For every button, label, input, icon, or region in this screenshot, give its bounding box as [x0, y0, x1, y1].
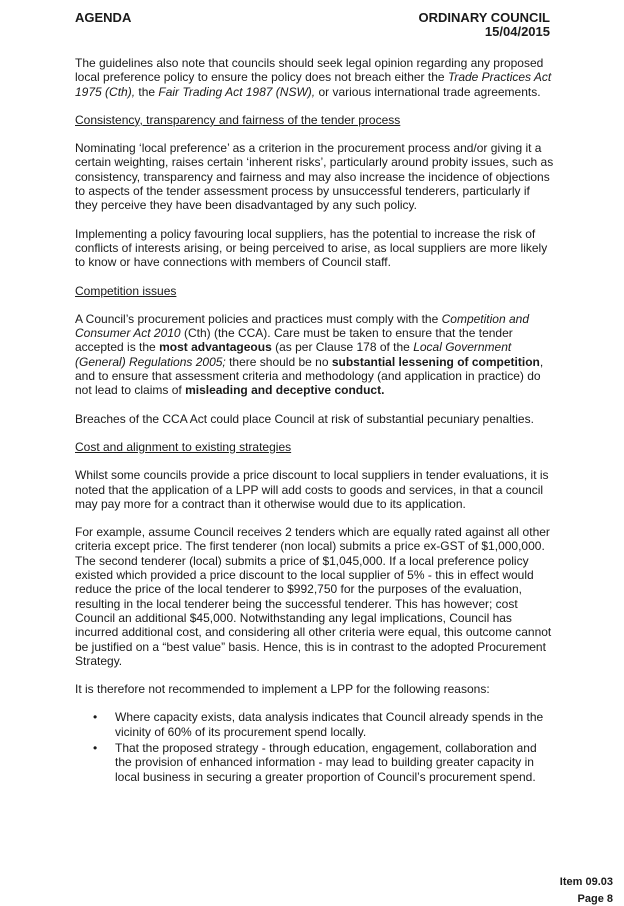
bullet-icon: • [93, 740, 98, 755]
section-heading-consistency: Consistency, transparency and fairness of the tender process [75, 112, 401, 127]
cost-paragraph-1: Whilst some councils provide a price discount to local suppliers in tender evaluations, it is noted that the application of a LPP will add costs to goods and services, in that a council may pay more for a contract than it otherwise would due to its application. [75, 468, 549, 511]
local-government-regulations: Local Government (General) Regulations 2005; [75, 340, 512, 369]
list-item [93, 710, 555, 739]
intro-paragraph [75, 56, 555, 99]
cost-paragraph-3: It is therefore not recommended to implement a LPP for the following reasons: [75, 682, 490, 697]
header-meeting-title: ORDINARY COUNCIL [418, 10, 550, 25]
misleading-conduct: misleading and deceptive conduct. [185, 383, 385, 398]
header-meeting-date: 15/04/2015 [484, 24, 550, 39]
trade-practices-act: Trade Practices Act 1975 (Cth), [75, 70, 552, 99]
reason-text: That the proposed strategy - through education, engagement, collaboration and the provision of enhanced information - may lead to building greater capacity in local business in securing a greater proportion of Council’s procurement spend. [115, 740, 537, 784]
consistency-paragraph-1: Nominating ‘local preference’ as a criterion in the procurement process and/or giving it a certain weighting, raises certain ‘inherent risks’, particularly around probity issues, such as consistency, transparency and fairness and may also increase the incidence of objections to aspects of the tender assessment process by unsuccessful tenderers, particularly if they perceive they have been disadvantaged by any such policy. [75, 141, 554, 213]
competition-text-e: , and to ensure that assessment criteria and methodology (and application in practice) do not lead to claims of [75, 354, 544, 398]
reasons-list [75, 710, 555, 783]
footer-page-number: Page 8 [577, 893, 613, 905]
list-item [93, 740, 555, 784]
header-meeting [419, 11, 550, 39]
competition-text-a: A Council’s procurement policies and practices must comply with the [75, 311, 442, 326]
document-body [75, 56, 555, 786]
consistency-paragraph-2: Implementing a policy favouring local suppliers, has the potential to increase the risk of conflicts of interests arising, or being perceived to arise, as local suppliers are more likely to know or have connections with members of Council staff. [75, 226, 548, 270]
competition-paragraph-1 [75, 312, 555, 398]
section-heading-competition: Competition issues [75, 283, 177, 298]
substantial-lessening: substantial lessening of competition [331, 354, 540, 369]
section-heading-cost: Cost and alignment to existing strategies [75, 439, 292, 454]
intro-text-2: the [135, 84, 159, 99]
competition-act: Competition and Consumer Act 2010 [75, 311, 529, 341]
intro-text-3: or various international trade agreements. [315, 84, 541, 99]
competition-text-b: (Cth) (the CCA). Care must be taken to ensure that the tender accepted is the [75, 326, 513, 355]
header-agenda: AGENDA [75, 10, 132, 25]
competition-text-c: (as per Clause 178 of the [271, 340, 414, 355]
reason-text: Where capacity exists, data analysis indicates that Council already spends in the vicinity of 60% of its procurement spend locally. [115, 710, 544, 739]
intro-text-1: The guidelines also note that councils should seek legal opinion regarding any proposed local preference policy to ensure the policy does not breach either the [75, 56, 544, 85]
footer-item-number: Item 09.03 [559, 876, 613, 888]
competition-text-d: there should be no [225, 354, 332, 369]
cost-paragraph-2: For example, assume Council receives 2 tenders which are equally rated against all other criteria except price. The first tenderer (non local) submits a price ex-GST of $1,000,000. The second tenderer (local) submits a price of $1,045,000. If a local preference policy existed which provided a price discount to the local supplier of 5% - this in effect would reduce the price of the local tenderer to $992,750 for the purposes of the evaluation, resulting in the local tenderer being the successful tenderer. This has however; cost Council an additional $45,000. Notwithstanding any legal implications, Council has incurred additional cost, and considering all other criteria were equal, this outcome cannot be justified on a “best value” basis. Hence, this is in contrast to the adopted Procurement Strategy. [75, 525, 552, 668]
bullet-icon: • [93, 710, 98, 725]
fair-trading-act: Fair Trading Act 1987 (NSW), [158, 84, 316, 99]
most-advantageous: most advantageous [159, 340, 272, 355]
competition-paragraph-2: Breaches of the CCA Act could place Council at risk of substantial pecuniary penalties. [75, 411, 534, 426]
